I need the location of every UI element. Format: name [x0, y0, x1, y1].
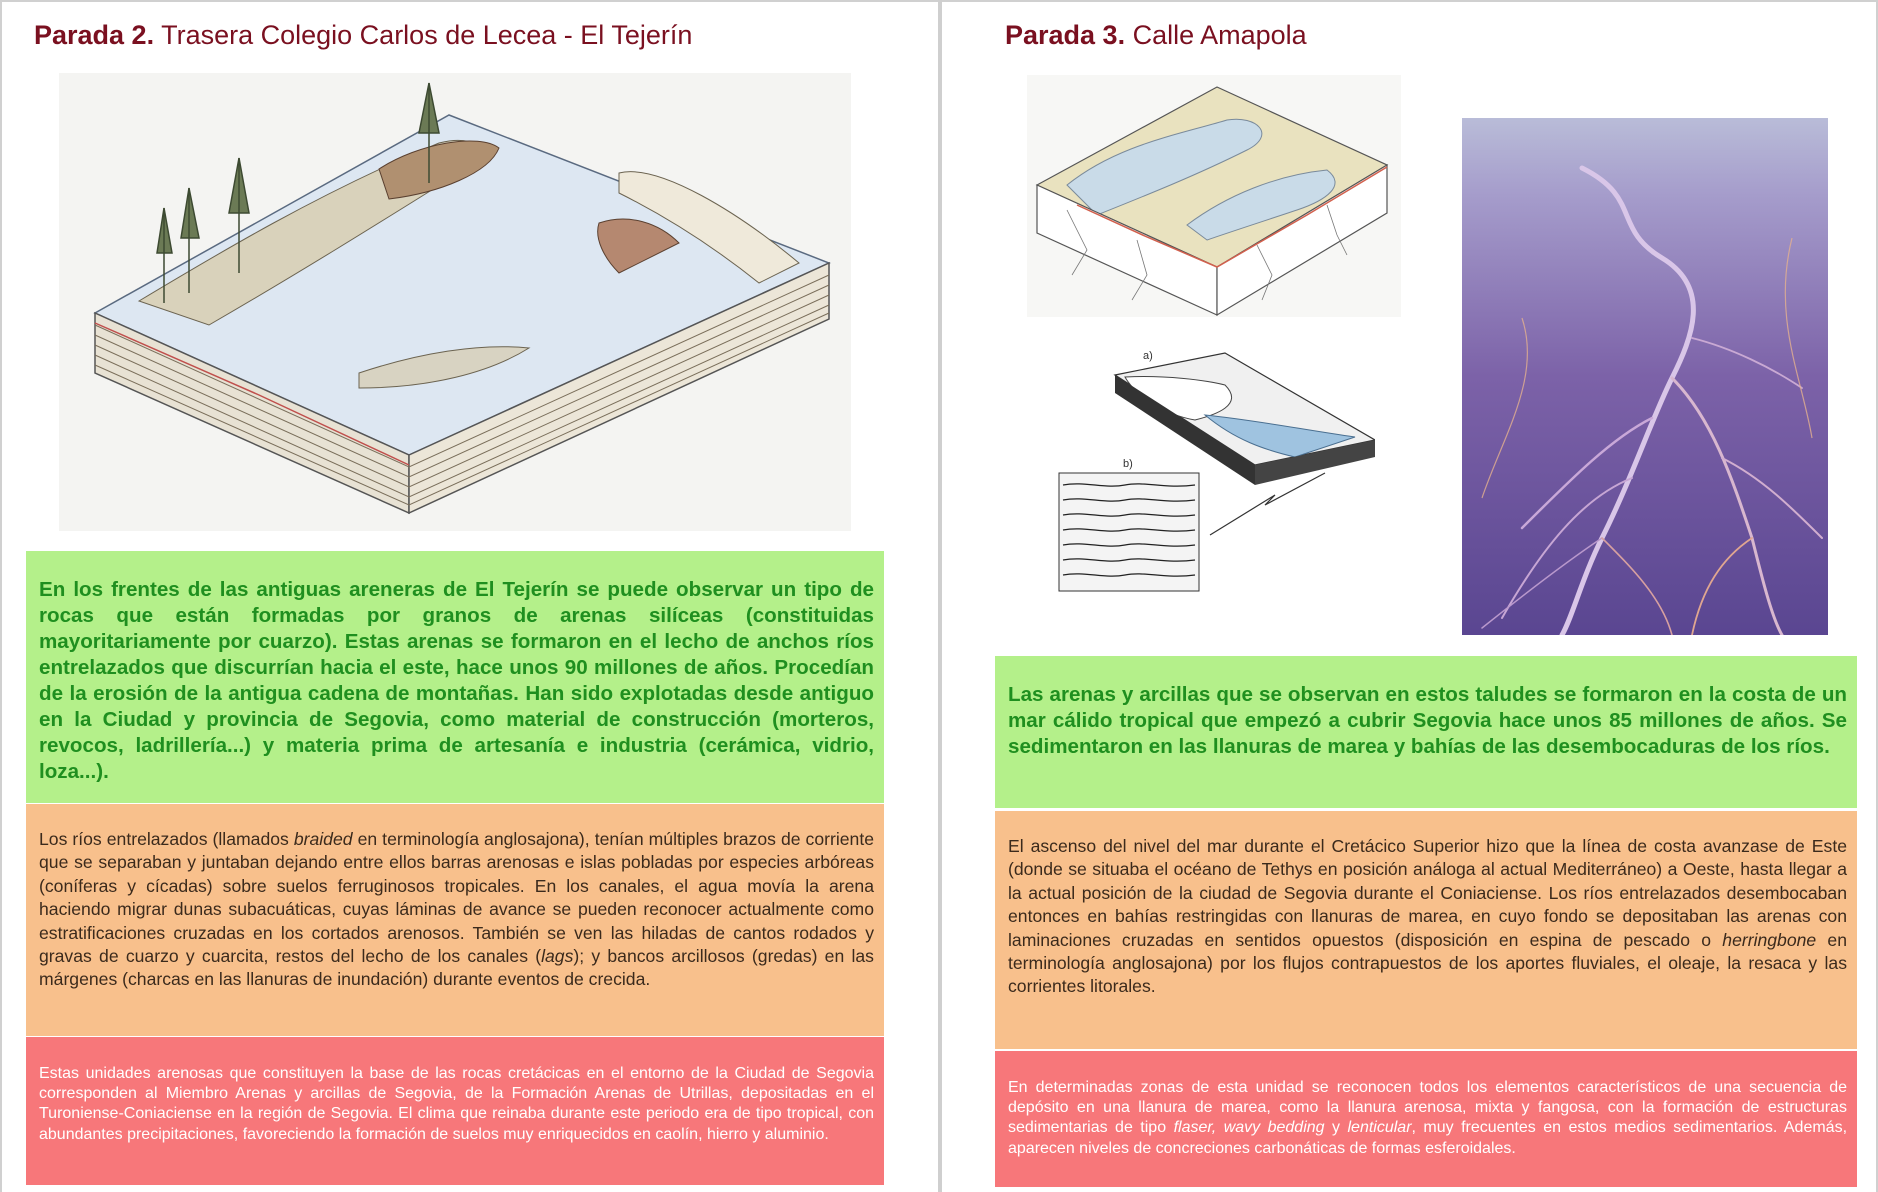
stop-3-details-term-herringbone: herringbone — [1722, 929, 1817, 950]
stop-2-details-term-braided: braided — [293, 829, 353, 849]
diagram-label-b: b) — [1123, 458, 1133, 470]
stop-2-title — [34, 20, 692, 51]
stop-3-title — [1005, 20, 1307, 51]
stop-2-summary-box — [26, 551, 884, 803]
stop-2-label: Parada 2. — [34, 20, 155, 50]
stop-3-details-text-a: El ascenso del nivel del mar durante el Cretácico Superior hizo que la línea de costa avanzase de Este (donde se situaba el océano de Tethys en posición análoga al actual Mediterráneo) a Oeste, hasta llegar a la actual posición de la ciudad de Segovia durante el Coniaciense. Los ríos entrelazados desembocaban entonces en bahías restringidas con llanuras de marea, en cuyo fondo se depositaban las arenas con laminaciones cruzadas en sentidos opuestos (disposición en espina de pescado o — [1008, 836, 1847, 950]
stop-2-details-text-c: ); y bancos arcillosos (gredas) en las márgenes (charcas en las llanuras de inundación) durante eventos de crecida. — [39, 946, 874, 990]
stop-3-summary-box — [995, 656, 1857, 808]
page-left-border — [0, 0, 2, 1192]
stop-3-note-term-lenticular: lenticular — [1347, 1119, 1412, 1137]
stop-3-summary-text: Las arenas y arcillas que se observan en estos taludes se formaron en la costa de un mar cálido tropical que empezó a cubrir Segovia hace unos 85 millones de años. Se sedimentaron en las llanuras de marea y bahías de las desembocaduras de los ríos. — [1008, 683, 1847, 758]
stop-2-note-box — [26, 1037, 884, 1185]
page-divider — [938, 0, 942, 1192]
stop-3-note-term-flaser: flaser, wavy bedding — [1173, 1119, 1325, 1137]
stop-3-name: Calle Amapola — [1132, 20, 1307, 50]
stop-2-summary-text: En los frentes de las antiguas areneras de El Tejerín se puede observar un tipo de rocas que están formadas por granos de arenas silíceas (constituidas mayoritariamente por cuarzo). Estas arenas se formaron en el lecho de anchos ríos entrelazados que discurrían hacia el este, hace unos 90 millones de años. Procedían de la erosión de la antigua cadena de montañas. Han sido explotadas desde antiguo en la Ciudad y provincia de Segovia, como material de construcción (morteros, revocos, ladrillería...) y materia prima de artesanía e industria (cerámica, vidrio, loza...). — [39, 578, 874, 783]
stop-2-name: Trasera Colegio Carlos de Lecea - El Tejerín — [161, 20, 693, 50]
stop-2-details-text-a: Los ríos entrelazados (llamados — [39, 829, 294, 849]
stop-3-label: Parada 3. — [1005, 20, 1126, 50]
stop-3-note-text-b: , muy frecuentes en estos medios sedimentarios. Además, aparecen niveles de concreciones carbonáticas de formas esferoidales. — [1008, 1119, 1848, 1157]
stop-2-details-text-b: en terminología anglosajona), tenían múltiples brazos de corriente que se separaban y juntaban dejando entre ellos barras arenosas e islas pobladas por especies arbóreas (coníferas y cícadas) sobre suelos ferruginosos tropicales. En los canales, el agua movía la arena haciendo migrar dunas subacuáticas, cuyas láminas de avance se pueden reconocer actualmente como estratificaciones cruzadas en los cortados arenosos. También se ven las hiladas de cantos rodados y gravas de cuarzo y cuarcita, restos del lecho de los canales ( — [39, 829, 874, 967]
stop-3-note-text-a: En determinadas zonas de esta unidad se reconocen todos los elementos característicos de una secuencia de depósito en una llanura de marea, como la llanura arenosa, mixta y fangosa, con la formación de estructuras sedimentarias de tipo — [1008, 1079, 1847, 1137]
diagram-label-a: a) — [1143, 350, 1153, 362]
aerial-photo-tidal-channels — [1462, 118, 1828, 635]
stop-3-note-text-mid: y — [1324, 1119, 1348, 1137]
tidal-flat-section-diagram — [1055, 345, 1375, 595]
stop-2-details-term-lags: lags — [541, 946, 574, 967]
stop-2-note-text: Estas unidades arenosas que constituyen la base de las rocas cretácicas en el entorno de la Ciudad de Segovia corresponden al Miembro Arenas y arcillas de Segovia, de la Formación Arenas de Utrillas, depositadas en el Turoniense-Coniaciense en la región de Segovia. El clima que reinaba durante este periodo era de tipo tropical, con abundantes precipitaciones, favoreciendo la formación de suelos muy enriquecidos en caolín, hierro y aluminio. — [39, 1065, 874, 1143]
stop-3-note-box — [995, 1051, 1857, 1187]
stop-3-details-box — [995, 811, 1857, 1049]
stop-2-details-box — [26, 804, 884, 1036]
stop-3-details-text-b: en terminología anglosajona) por los flujos contrapuestos de los aportes fluviales, el oleaje, la resaca y las corrientes litorales. — [1008, 929, 1847, 997]
block-diagram-tidal-flat — [1027, 75, 1401, 317]
block-diagram-braided-river — [59, 73, 851, 531]
